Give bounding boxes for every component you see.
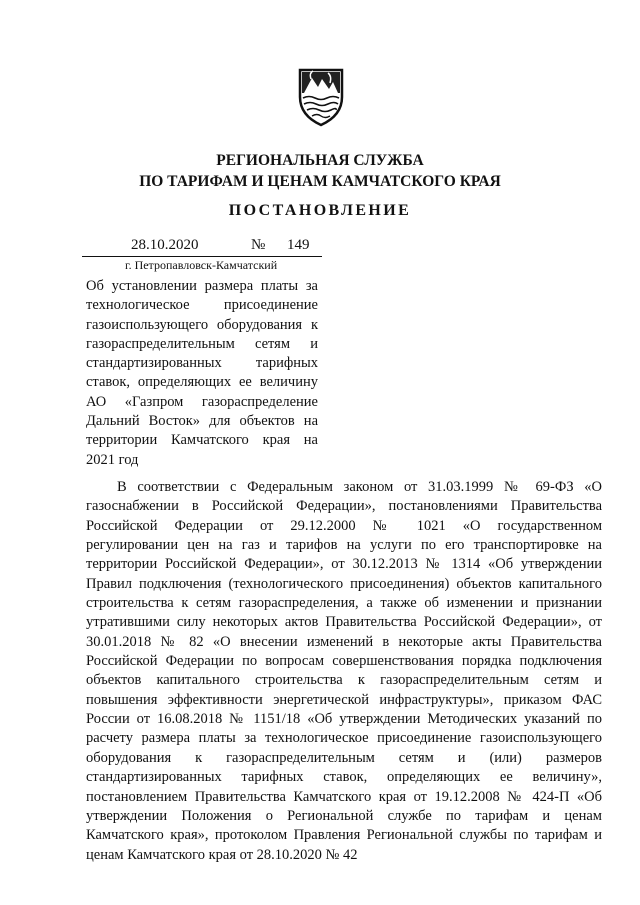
body-line: 30.01.2018 № 82 «О внесении изменений в некоторые акты Правительства <box>86 633 602 650</box>
document-type: ПОСТАНОВЛЕНИЕ <box>228 202 412 219</box>
body-line: объектов капитального строительства к газораспределительным сетям и <box>86 672 602 689</box>
subject-line: ставок, определяющих ее величину <box>86 374 318 391</box>
subject-line: АО «Газпром газораспределение <box>86 393 318 410</box>
body-line: В соответствии с Федеральным законом от 31.03.1999 № 69-ФЗ «О <box>117 479 602 495</box>
body-line: ценам Камчатского края от 28.10.2020 № 42 <box>86 846 358 863</box>
body-line: территории Российской Федерации», от 30.12.2013 № 1314 «Об утверждении <box>86 556 602 573</box>
subject-line: газоиспользующего оборудования к <box>86 316 318 333</box>
body-line: строительства к сетям газораспределения, а также об изменении и признании <box>86 595 602 612</box>
body-line: регулировании цен на газ и тарифов на услуги по его транспортировке на <box>86 537 602 554</box>
body-line: постановлением Правительства Камчатского края от 19.12.2008 № 424-П «Об <box>86 788 602 805</box>
document-date: 28.10.2020 <box>131 237 199 253</box>
preamble-paragraph <box>86 478 602 865</box>
date-number-line <box>82 236 322 257</box>
body-line: Правил подключения (технологического присоединения) объектов капитального <box>86 575 602 592</box>
body-line: утратившими силу некоторых актов Правительства Российской Федерации», от <box>86 614 602 631</box>
body-line: Российской Федерации по вопросам совершенствования порядка подключения <box>86 653 602 670</box>
subject-line: Об установлении размера платы за <box>86 278 318 294</box>
body-line: повышения эффективности энергетической инфраструктуры», приказом ФАС <box>86 691 602 708</box>
subject-line: территории Камчатского края на <box>86 432 318 449</box>
subject-line: технологическое присоединение <box>86 297 318 314</box>
body-line: оборудования к газораспределительным сетям и (или) размеров <box>86 749 602 766</box>
document-subject <box>86 277 318 470</box>
organization-line-2: ПО ТАРИФАМ И ЦЕНАМ КАМЧАТСКОГО КРАЯ <box>139 173 501 190</box>
body-line: России от 16.08.2018 № 1151/18 «Об утверждении Методических указаний по <box>86 711 602 728</box>
body-line: утверждении Положения о Региональной службе по тарифам и ценам <box>86 807 602 824</box>
organization-header <box>0 150 640 192</box>
body-line: стандартизированных тарифных ставок, определяющих ее величину», <box>86 769 602 786</box>
city: г. Петропавловск-Камчатский <box>125 258 278 272</box>
subject-line: стандартизированных тарифных <box>86 355 318 372</box>
body-line: Камчатского края», протоколом Правления Региональной службы по тарифам и <box>86 827 602 844</box>
organization-line-1: РЕГИОНАЛЬНАЯ СЛУЖБА <box>216 152 424 169</box>
coat-of-arms-icon <box>297 67 345 127</box>
subject-line: газораспределительным сетям и <box>86 335 318 352</box>
body-line: расчету размера платы за технологическое присоединение газоиспользующего <box>86 730 602 747</box>
subject-line: 2021 год <box>86 451 139 468</box>
body-line: Российской Федерации от 29.12.2000 № 1021 «О государственном <box>86 517 602 534</box>
document-number: 149 <box>287 237 310 253</box>
body-line: газоснабжении в Российской Федерации», постановлениями Правительства <box>86 498 602 515</box>
subject-line: Дальний Восток» для объектов на <box>86 413 318 430</box>
number-sign: № <box>251 237 266 253</box>
